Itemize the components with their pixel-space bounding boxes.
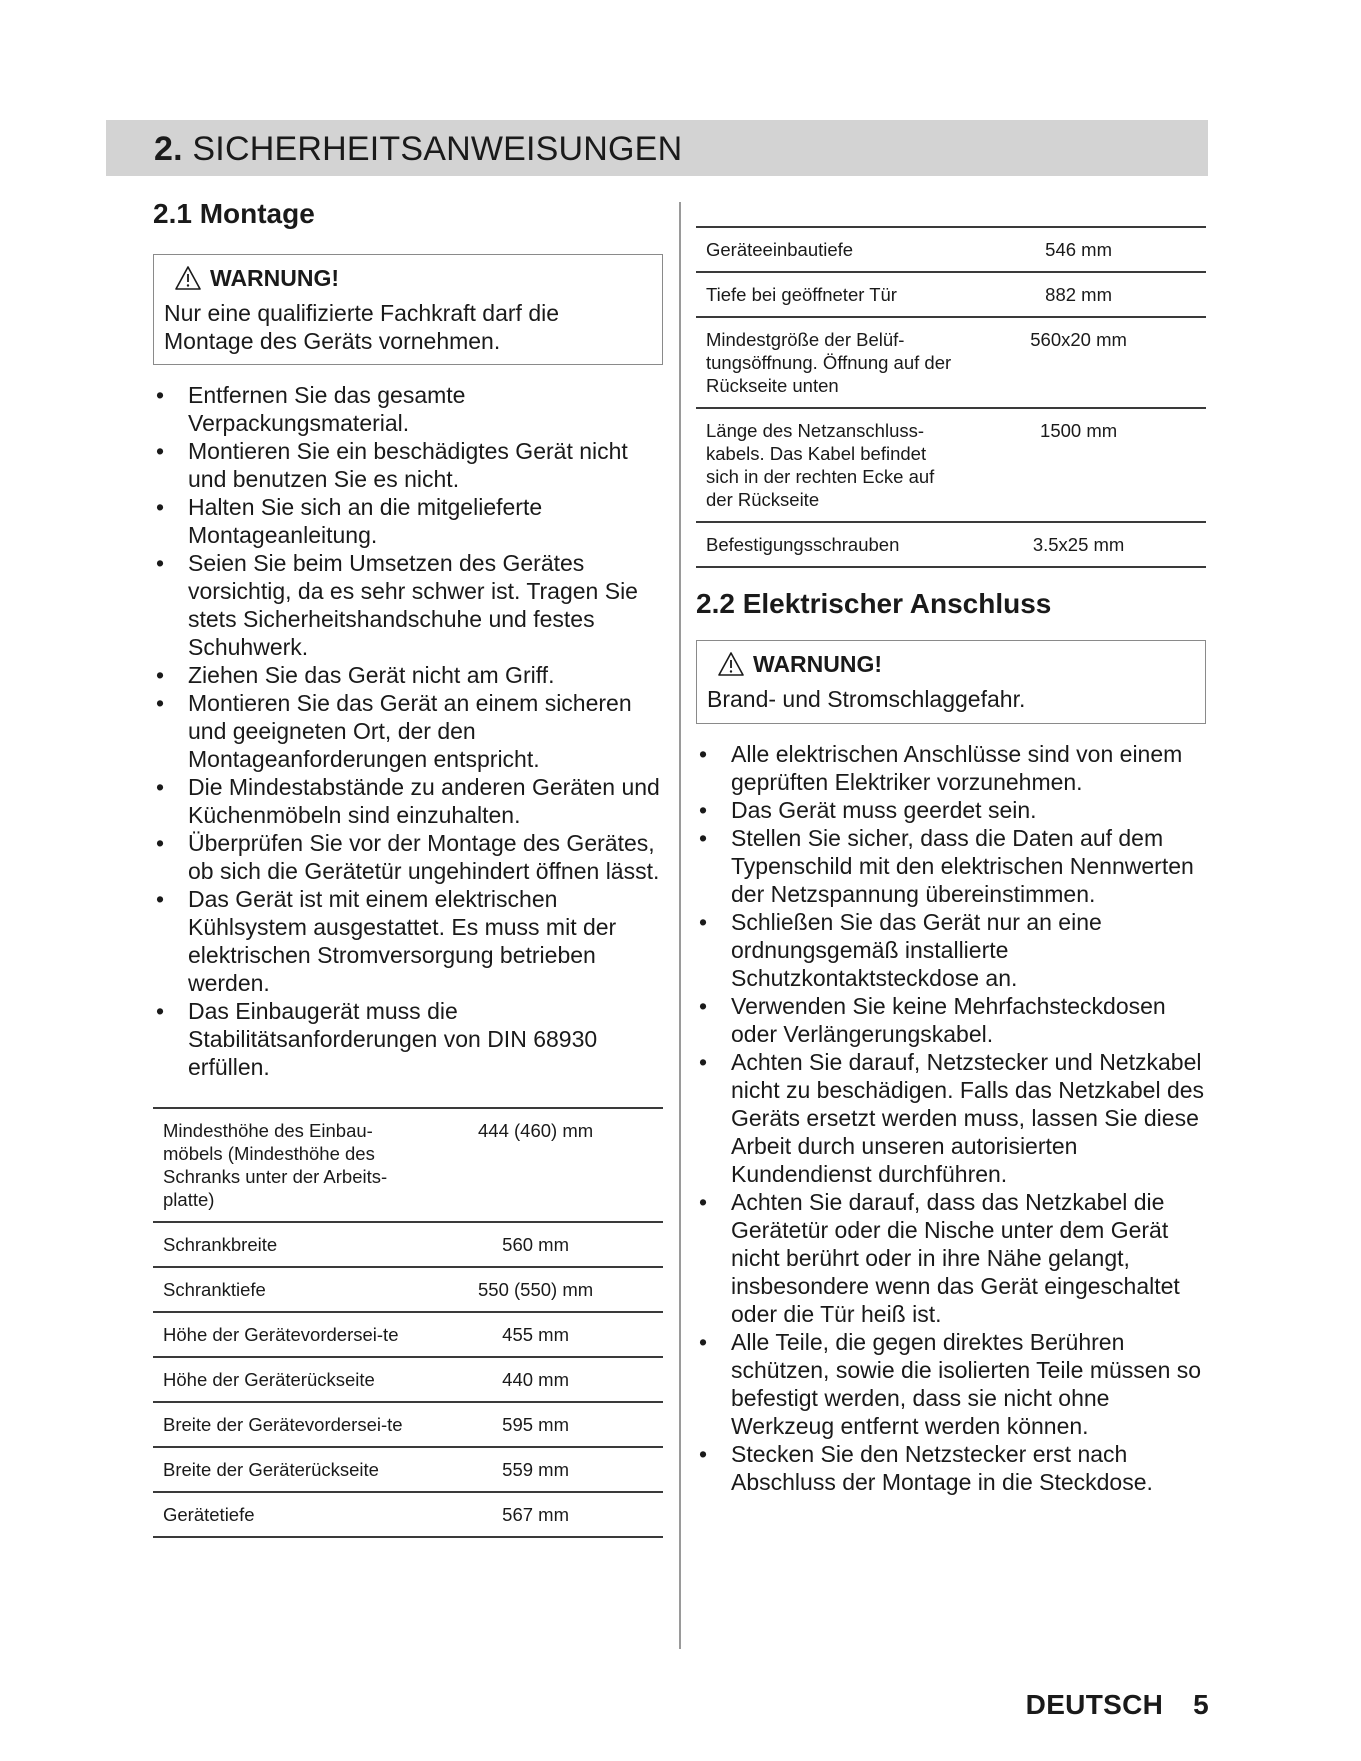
list-item: • Ziehen Sie das Gerät nicht am Griff.: [156, 662, 555, 688]
list-item: • Seien Sie beim Umsetzen des Gerätes vorsichtig, da es sehr schwer ist. Tragen Sie stets Sicherheitshandschuhe und festes Schuhwerk.: [156, 550, 638, 660]
montage-warning-label: WARNUNG!: [210, 264, 340, 291]
montage-column: [153, 190, 663, 1538]
montage-warning-header: [174, 261, 652, 295]
list-item: • Stecken Sie den Netzstecker erst nach Abschluss der Montage in die Steckdose.: [699, 1441, 1153, 1495]
right-column: [696, 226, 1206, 1496]
warning-triangle-icon: [174, 265, 202, 291]
elektrisch-warning-header: [717, 647, 1195, 681]
montage-dimensions-table: [153, 1107, 663, 1538]
section-header-bar: [106, 120, 1208, 176]
section-title-text: SICHERHEITSANWEISUNGEN: [192, 130, 683, 168]
montage-bullet-list: [153, 381, 663, 1081]
footer-language: DEUTSCH: [1025, 1689, 1164, 1720]
elektrisch-warning-label: WARNUNG!: [753, 650, 883, 677]
list-item: • Das Gerät ist mit einem elektrischen Kühlsystem ausgestattet. Es muss mit der elektrischen Stromversorgung betrieben werden.: [156, 886, 617, 996]
montage-warning-box: [153, 254, 663, 365]
table-row: Tiefe bei geöffneter Tür 882 mm: [696, 272, 1206, 317]
page-number: 5: [1193, 1689, 1209, 1720]
table-row: Geräteeinbautiefe 546 mm: [696, 227, 1206, 272]
table-row: Höhe der Gerätevordersei-te 455 mm: [153, 1312, 663, 1357]
table-row: Mindestgröße der Belüf-tungsöffnung. Öffnung auf der Rückseite unten 560x20 mm: [696, 317, 1206, 408]
montage-warning-text: Nur eine qualifizierte Fachkraft darf die Montage des Geräts vornehmen.: [164, 300, 560, 354]
table-row: Breite der Gerätevordersei-te 595 mm: [153, 1402, 663, 1447]
page-footer: [1026, 1689, 1209, 1721]
elektrisch-heading: 2.2 Elektrischer Anschluss: [696, 588, 1052, 619]
list-item: • Alle elektrischen Anschlüsse sind von einem geprüften Elektriker vorzunehmen.: [699, 741, 1183, 795]
list-item: • Achten Sie darauf, Netzstecker und Netzkabel nicht zu beschädigen. Falls das Netzkabel des Geräts ersetzt werden muss, lassen Sie diese Arbeit durch unseren autorisierten Kundendienst durchführen.: [699, 1049, 1205, 1187]
list-item: • Das Gerät muss geerdet sein.: [699, 797, 1037, 823]
table-row: Breite der Geräterückseite 559 mm: [153, 1447, 663, 1492]
table-row: Höhe der Geräterückseite 440 mm: [153, 1357, 663, 1402]
table-row: Mindesthöhe des Einbau-möbels (Mindesthöhe des Schranks unter der Arbeits-platte) 444 (460) mm: [153, 1108, 663, 1222]
list-item: • Montieren Sie ein beschädigtes Gerät nicht und benutzen Sie es nicht.: [156, 438, 628, 492]
elektrisch-warning-box: [696, 640, 1206, 724]
list-item: • Verwenden Sie keine Mehrfachsteckdosen oder Verlängerungskabel.: [699, 993, 1166, 1047]
elektrisch-warning-text: Brand- und Stromschlaggefahr.: [707, 686, 1026, 712]
section-title: [154, 130, 682, 169]
table-row: Befestigungsschrauben 3.5x25 mm: [696, 522, 1206, 567]
list-item: • Achten Sie darauf, dass das Netzkabel die Gerätetür oder die Nische unter dem Gerät nicht berührt oder in ihre Nähe gelangt, insbesondere wenn das Gerät eingeschaltet oder die Tür heiß ist.: [699, 1189, 1180, 1327]
elektrisch-bullet-list: [696, 740, 1206, 1496]
list-item: • Das Einbaugerät muss die Stabilitätsanforderungen von DIN 68930 erfüllen.: [156, 998, 598, 1080]
list-item: • Stellen Sie sicher, dass die Daten auf dem Typenschild mit den elektrischen Nennwerten der Netzspannung übereinstimmen.: [699, 825, 1194, 907]
column-divider: [679, 202, 681, 1649]
table-row: Gerätetiefe 567 mm: [153, 1492, 663, 1537]
table-row: Schrankbreite 560 mm: [153, 1222, 663, 1267]
montage-heading: 2.1 Montage: [153, 198, 315, 229]
table-row: Schranktiefe 550 (550) mm: [153, 1267, 663, 1312]
table-row: Länge des Netzanschluss-kabels. Das Kabel befindet sich in der rechten Ecke auf der Rückseite 1500 mm: [696, 408, 1206, 522]
warning-triangle-icon: [717, 651, 745, 677]
list-item: • Entfernen Sie das gesamte Verpackungsmaterial.: [156, 382, 466, 436]
list-item: • Alle Teile, die gegen direktes Berühren schützen, sowie die isolierten Teile müssen so befestigt werden, dass sie nicht ohne Werkzeug entfernt werden können.: [699, 1329, 1202, 1439]
list-item: • Montieren Sie das Gerät an einem sicheren und geeigneten Ort, der den Montageanforderungen entspricht.: [156, 690, 632, 772]
list-item: • Überprüfen Sie vor der Montage des Gerätes, ob sich die Gerätetür ungehindert öffnen lässt.: [156, 830, 660, 884]
right-dimensions-table: [696, 226, 1206, 568]
list-item: • Halten Sie sich an die mitgelieferte Montageanleitung.: [156, 494, 543, 548]
section-number: 2.: [154, 130, 183, 168]
list-item: • Die Mindestabstände zu anderen Geräten und Küchenmöbeln sind einzuhalten.: [156, 774, 660, 828]
list-item: • Schließen Sie das Gerät nur an eine ordnungsgemäß installierte Schutzkontaktsteckdose an.: [699, 909, 1102, 991]
